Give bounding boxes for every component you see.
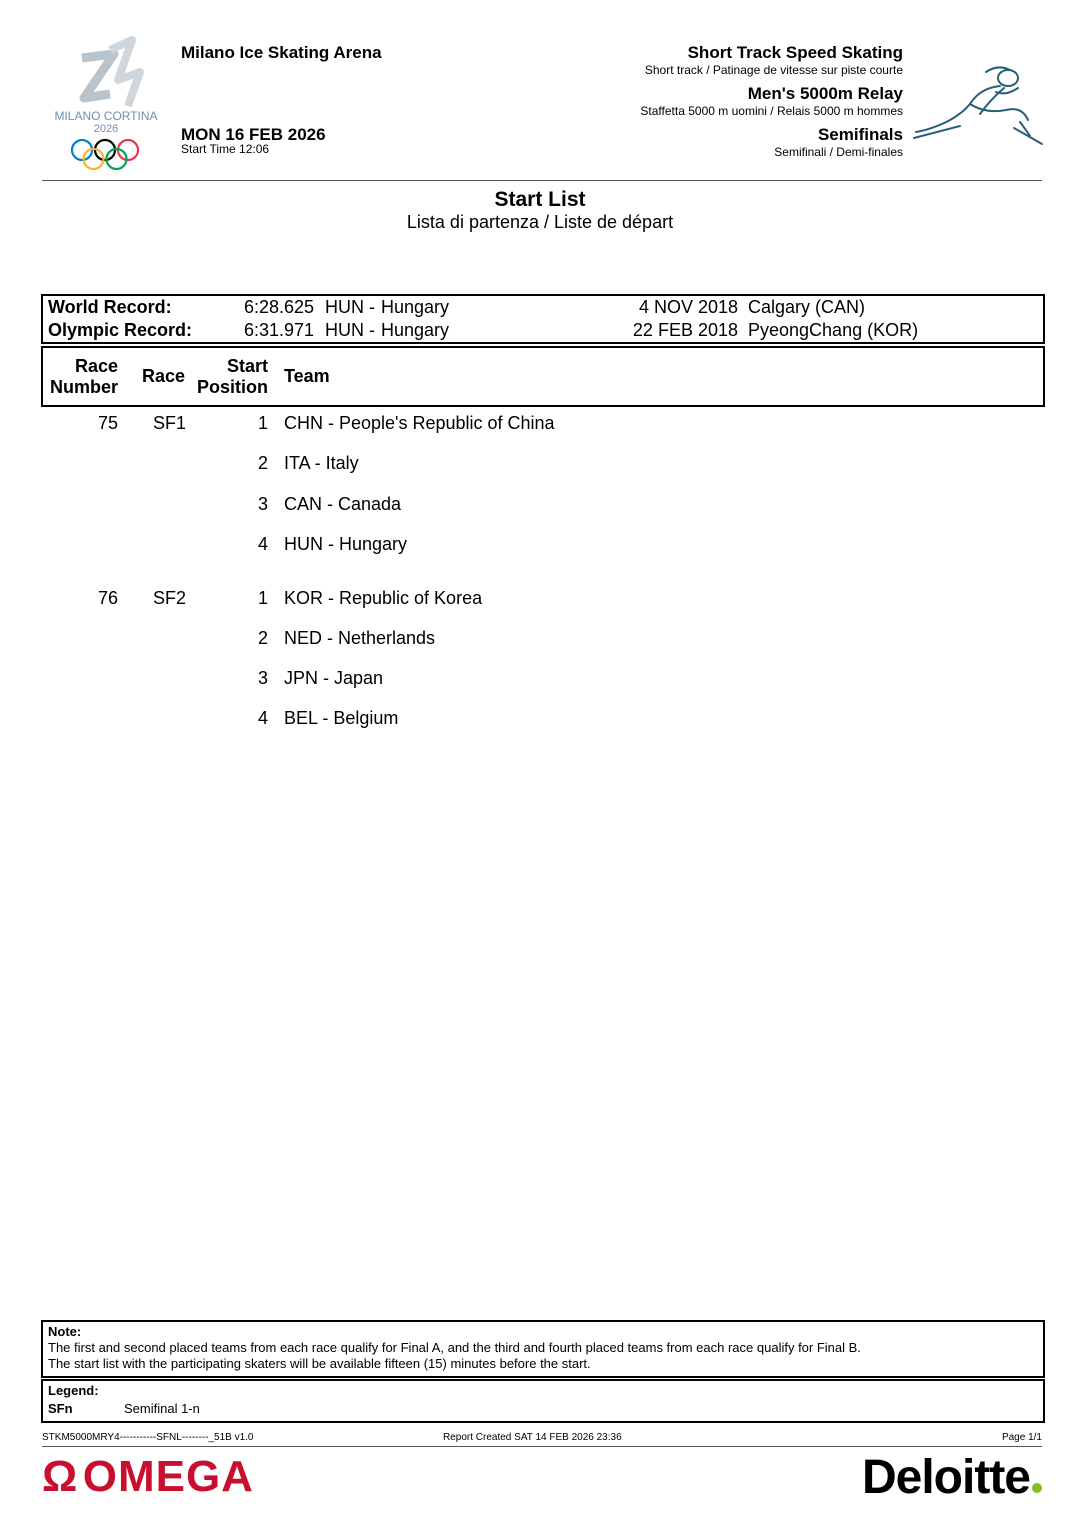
olympic-record-place: PyeongChang (KOR) bbox=[748, 320, 919, 340]
note-line-1: The first and second placed teams from each race qualify for Final A, and the third and fourth placed teams from each race qualify for Final B. bbox=[48, 1340, 861, 1355]
legend-description: Semifinal 1-n bbox=[124, 1401, 200, 1416]
team-name: BEL - Belgium bbox=[284, 708, 399, 728]
omega-symbol-icon: Ω bbox=[42, 1452, 79, 1501]
phase-subtitle: Semifinali / Demi-finales bbox=[774, 145, 903, 159]
document-subtitle: Lista di partenza / Liste de départ bbox=[406, 212, 674, 232]
legend-code: SFn bbox=[48, 1401, 73, 1416]
olympic-record-label: Olympic Record: bbox=[48, 320, 193, 340]
header-divider bbox=[42, 180, 1042, 181]
start-position: 3 bbox=[257, 494, 268, 514]
team-name: JPN - Japan bbox=[284, 668, 384, 688]
world-record-time: 6:28.625 bbox=[244, 297, 315, 317]
games-emblem-icon bbox=[44, 36, 169, 176]
event-subtitle: Staffetta 5000 m uomini / Relais 5000 m hommes bbox=[640, 104, 903, 118]
col-start-line1: Start bbox=[226, 356, 268, 376]
venue-name: Milano Ice Skating Arena bbox=[181, 43, 382, 62]
start-position: 1 bbox=[257, 588, 268, 608]
world-record-team-name: Hungary bbox=[381, 297, 450, 317]
col-start-line2: Position bbox=[197, 377, 268, 397]
event-title: Men's 5000m Relay bbox=[747, 84, 903, 103]
team-name: CAN - Canada bbox=[284, 494, 402, 514]
world-record-place: Calgary (CAN) bbox=[748, 297, 866, 317]
page-number: Page 1/1 bbox=[1001, 1432, 1042, 1443]
phase-title: Semifinals bbox=[817, 125, 903, 144]
olympic-record-team-code: HUN - bbox=[325, 320, 375, 340]
omega-wordmark: OMEGA bbox=[82, 1452, 254, 1501]
race-number: 75 bbox=[97, 413, 118, 433]
col-start-position-header bbox=[190, 356, 268, 398]
deloitte-dot-icon bbox=[1032, 1483, 1042, 1493]
olympic-record-team-name: Hungary bbox=[381, 320, 450, 340]
discipline-subtitle: Short track / Patinage de vitesse sur piste courte bbox=[644, 63, 903, 77]
start-position: 1 bbox=[257, 413, 268, 433]
world-record-label: World Record: bbox=[48, 297, 172, 317]
olympic-record-time: 6:31.971 bbox=[244, 320, 315, 340]
note-line-2: The start list with the participating skaters will be available fifteen (15) minutes before the start. bbox=[48, 1356, 591, 1371]
document-code: STKM5000MRY4-----------SFNL--------_51B v1.0 bbox=[42, 1432, 254, 1443]
start-position: 3 bbox=[257, 668, 268, 688]
world-record-date: 4 NOV 2018 bbox=[638, 297, 738, 317]
document-title: Start List bbox=[494, 188, 586, 211]
skater-icon bbox=[910, 58, 1050, 158]
team-name: ITA - Italy bbox=[284, 453, 359, 473]
race-code: SF2 bbox=[153, 588, 187, 608]
race-code: SF1 bbox=[153, 413, 187, 433]
start-position: 2 bbox=[257, 628, 268, 648]
olympic-record-date: 22 FEB 2018 bbox=[632, 320, 738, 340]
team-name: NED - Netherlands bbox=[284, 628, 436, 648]
race-number: 76 bbox=[97, 588, 118, 608]
olympic-rings-icon bbox=[72, 140, 138, 169]
team-name: CHN - People's Republic of China bbox=[284, 413, 555, 433]
start-position: 4 bbox=[257, 534, 268, 554]
note-heading: Note: bbox=[48, 1324, 82, 1339]
short-track-pictogram bbox=[910, 58, 1050, 158]
col-race-number-header bbox=[44, 356, 118, 398]
col-race-number-line1: Race bbox=[74, 356, 118, 376]
legend-heading: Legend: bbox=[48, 1383, 99, 1398]
milano-cortina-logo bbox=[44, 36, 169, 176]
logo-year: 2026 bbox=[93, 123, 119, 135]
start-position: 4 bbox=[257, 708, 268, 728]
report-created: Report Created SAT 14 FEB 2026 23:36 bbox=[443, 1432, 622, 1443]
event-date: MON 16 FEB 2026 bbox=[181, 125, 326, 144]
start-time: Start Time 12:06 bbox=[181, 142, 270, 156]
discipline-title: Short Track Speed Skating bbox=[687, 43, 903, 62]
world-record-team-code: HUN - bbox=[325, 297, 375, 317]
deloitte-wordmark: Deloitte bbox=[861, 1451, 1030, 1504]
team-name: HUN - Hungary bbox=[284, 534, 408, 554]
footer-divider bbox=[42, 1446, 1042, 1447]
omega-logo bbox=[42, 1452, 282, 1500]
team-name: KOR - Republic of Korea bbox=[284, 588, 483, 608]
col-team-header: Team bbox=[284, 366, 330, 386]
logo-wordmark: MILANO CORTINA bbox=[54, 109, 158, 123]
deloitte-logo bbox=[862, 1450, 1042, 1505]
col-race-number-line2: Number bbox=[49, 377, 118, 397]
col-race-header: Race bbox=[142, 366, 186, 386]
start-position: 2 bbox=[257, 453, 268, 473]
